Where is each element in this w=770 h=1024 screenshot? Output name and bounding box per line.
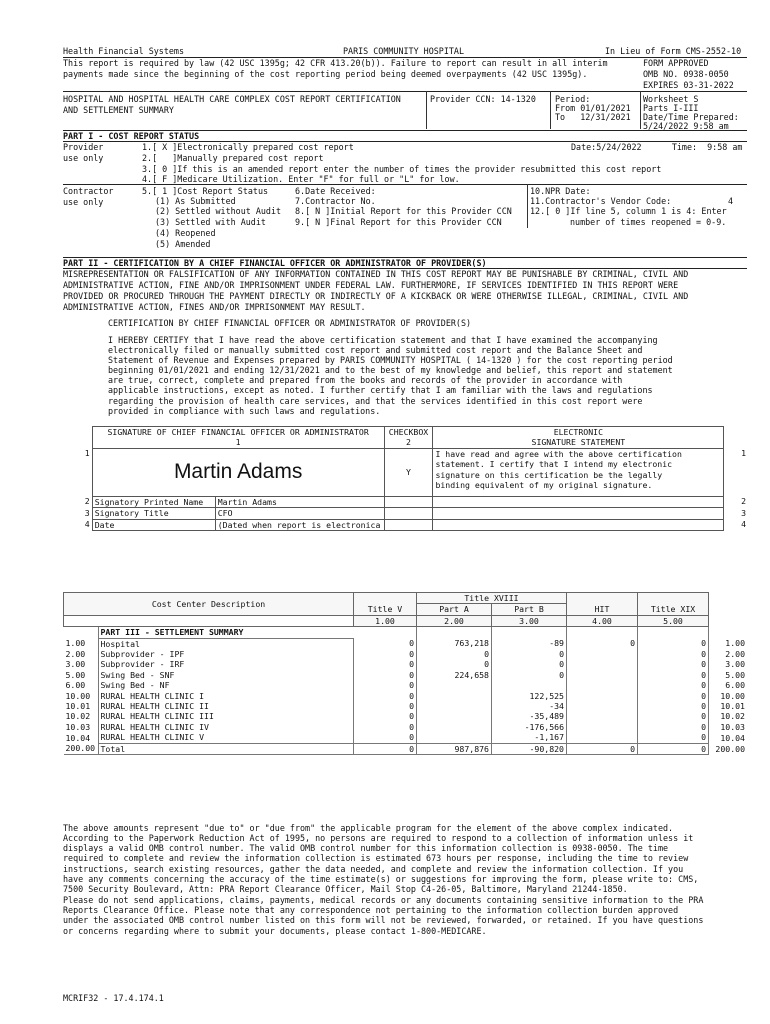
title-v-header: Title V [354,593,417,616]
status-line-4: 4.[ F ]Medicare Utilization. Enter "F" for full or "L" for low. [142,174,460,184]
contractor-use-label-2: use only [63,197,104,207]
certification-line-1: I HEREBY CERTIFY that I have read the above certification statement and that I have examined the accompanying [108,335,658,345]
row-number-right: 3 [741,507,746,518]
row-number: 2 [84,496,90,507]
npr-date: 10.NPR Date: [530,186,591,196]
footer-line-1: The above amounts represent "due to" or "due from" the applicable program for the element of the above complex indicated. [63,823,674,833]
part-b-value: -90,820 [492,743,567,754]
date-received: 6.Date Received: [295,186,376,196]
settlement-row [64,743,748,754]
part-b-value: -89 [492,638,567,649]
footer-line-3: displays a valid OMB control number. The valid OMB control number for this information collection is 0938-0050. The time [63,843,669,853]
line-number-right: 10.01 [720,701,745,712]
footer-line-6: have any comments concerning the accuracy of the time estimate(s) or suggestions for improving the form, please write to: CMS, [63,874,699,884]
vendor-code: 11.Contractor's Vendor Code: [530,196,672,206]
part-a-value [417,680,492,690]
footer-line-10: under the associated OMB control number listed on this form will not be reviewed, forwarded, or retained. If you have questions [63,915,704,925]
part-a-header: Part A [417,604,492,615]
title-v-value: 0 [354,649,417,659]
signatory-name-cell [92,496,384,507]
initial-report: 8.[ N ]Initial Report for this Provider CCN [295,206,512,216]
footer-line-7: 7500 Security Boulevard, Attn: PRA Report Clearance Officer, Mail Stop C4-26-05, Baltimore, Maryland 21244-1850. [63,884,628,894]
row-number: 4 [84,519,90,530]
checkbox-header: CHECKBOX 2 [384,427,433,449]
part1-heading: PART I - COST REPORT STATUS [63,131,200,141]
line-number-right: 2.00 [725,649,745,660]
cost-center-name: Subprovider - IRF [98,659,354,669]
certification-title: CERTIFICATION BY CHIEF FINANCIAL OFFICER OR ADMINISTRATOR OF PROVIDER(S) [108,318,472,328]
signature-table [68,426,748,531]
part-a-value: 987,876 [417,743,492,754]
row-number-right: 2 [741,496,746,507]
form-approved: FORM APPROVED [643,58,709,68]
footer-line-4: required to complete and review the information collection is estimated 673 hours per response, including the time to review [63,853,689,863]
part-a-value: 763,218 [417,638,492,649]
line-number: 10.04 [65,732,91,743]
checkbox-value: Y [384,448,433,496]
part-a-value [417,701,492,711]
footer-line-8: Please do not send applications, claims, payments, medical records or any documents containing sensitive information to the PRA [63,895,704,905]
title-v-value: 0 [354,659,417,669]
part-a-value [417,732,492,743]
part-b-value: -176,566 [492,722,567,732]
line-number-right: 10.00 [720,690,745,701]
footer-line-11: or concerns regarding where to submit your documents, please contact 1-800-MEDICARE. [63,926,487,936]
col-num: 1.00 [354,615,417,626]
prepared-date-time: Date:5/24/2022 Time: 9:58 am [571,142,743,152]
row-number: 1 [84,448,90,459]
line-number: 10.00 [65,690,91,701]
line-number-right: 10.03 [720,721,745,732]
cost-center-name: Hospital [98,638,354,649]
footer-line-9: Reports Clearance Office. Please note that any correspondence not pertaining to the information collection burden approved [63,905,679,915]
certification-line-3: Statement of Revenue and Expenses prepared by PARIS COMMUNITY HOSPITAL ( 14-1320 ) for the cost reporting period [108,355,673,365]
header-left: Health Financial Systems [63,46,185,56]
part-a-value [417,722,492,732]
contractor-rule [63,184,747,185]
cost-center-name: Swing Bed - SNF [98,670,354,680]
title-xix-value: 0 [638,732,709,743]
part3-heading: PART III - SETTLEMENT SUMMARY [98,627,354,638]
line-number-right: 1.00 [725,638,745,649]
part-b-value [492,680,567,690]
period-label: Period: [555,94,591,104]
cost-center-name: RURAL HEALTH CLINIC IV [98,722,354,732]
title-xix-value: 0 [638,680,709,690]
part-b-value: -1,167 [492,732,567,743]
signature-cell [92,448,384,496]
line-number-right: 10.02 [720,711,745,722]
title-xix-value: 0 [638,638,709,649]
line-number: 10.03 [65,721,91,732]
title-v-value: 0 [354,691,417,701]
row-number-right: 4 [741,519,746,530]
line-number: 3.00 [65,659,86,670]
notice-line-2: payments made since the beginning of the cost reporting period being deemed overpayments (42 USC 1395g). [63,69,588,79]
cost-center-name: RURAL HEALTH CLINIC II [98,701,354,711]
certification-line-4: beginning 01/01/2021 and ending 12/31/2021 and to the best of my knowledge and belief, this report and statement [108,365,673,375]
status-option-4: (4) Reopened [155,228,216,238]
part2-heading: PART II - CERTIFICATION BY A CHIEF FINANCIAL OFFICER OR ADMINISTRATOR OF PROVIDER(S) [63,258,487,268]
signature-name: Martin Adams [173,460,303,484]
settlement-row [64,691,748,701]
settlement-row [64,701,748,711]
worksheet-label: Worksheet S [643,94,699,104]
settlement-row [64,732,748,743]
signature-header: SIGNATURE OF CHIEF FINANCIAL OFFICER OR ADMINISTRATOR 1 [92,427,384,449]
provider-use-label-2: use only [63,153,104,163]
title-v-value: 0 [354,711,417,721]
notice-line-1: This report is required by law (42 USC 1395g; 42 CFR 413.20(b)). Failure to report can result in all interim [63,58,608,68]
hit-value [567,691,638,701]
footer-line-2: According to the Paperwork Reduction Act of 1995, no persons are required to respond to a collection of information unless it [63,833,694,843]
part-b-value: 122,525 [492,691,567,701]
certification-line-7: regarding the provision of health care services, and that the services identified in this cost report were [108,396,643,406]
line-number: 5.00 [65,669,86,680]
header-center: PARIS COMMUNITY HOSPITAL [343,46,465,56]
part-b-value: -34 [492,701,567,711]
period-from: From 01/01/2021 [555,103,631,113]
date-cell [92,519,384,530]
electronic-statement: I have read and agree with the above certification statement. I certify that I intend my electronic signature on this certification be the legally binding equivalent of my original signature. [433,448,724,496]
title-xviii-header: Title XVIII [417,593,567,604]
vendor-code-value: 4 [728,196,734,206]
title-xix-value: 0 [638,701,709,711]
settlement-row [64,711,748,721]
title-v-value: 0 [354,680,417,690]
hit-value [567,670,638,680]
title-xix-header: Title XIX [638,593,709,616]
cost-center-name: RURAL HEALTH CLINIC V [98,732,354,743]
status-line-1: 1.[ X ]Electronically prepared cost report [142,142,354,152]
part-b-value: 0 [492,670,567,680]
title-v-value: 0 [354,722,417,732]
status-line-2: 2.[ ]Manually prepared cost report [142,153,324,163]
title-v-value: 0 [354,701,417,711]
hit-value [567,701,638,711]
warning-line-2: ADMINISTRATIVE ACTION, FINE AND/OR IMPRISONMENT UNDER FEDERAL LAW. FURTHERMORE, IF SERVICES IDENTIFIED IN THIS REPORT WERE [63,280,679,290]
settlement-row [64,680,748,690]
signatory-title-label: Signatory Title [93,508,216,518]
title-v-value: 0 [354,732,417,743]
hit-value [567,680,638,690]
title-xix-value: 0 [638,722,709,732]
line-number: 1.00 [65,638,86,649]
contractor-no: 7.Contractor No. [295,196,376,206]
cost-center-header: Cost Center Description [64,593,354,616]
divider [550,91,551,129]
certification-line-8: provided in compliance with such laws and regulations. [108,406,381,416]
settlement-row [64,722,748,732]
cost-center-name: RURAL HEALTH CLINIC I [98,691,354,701]
status-option-5: (5) Amended [155,239,211,249]
report-title-line-2: AND SETTLEMENT SUMMARY [63,105,174,115]
cost-center-name: Subprovider - IPF [98,649,354,659]
prepared-label: Date/Time Prepared: [643,112,739,122]
period-to: To 12/31/2021 [555,112,631,122]
provider-use-label: Provider [63,142,104,152]
settlement-row [64,638,748,649]
part-b-value: 0 [492,659,567,669]
warning-line-3: PROVIDED OR PROCURED THROUGH THE PAYMENT DIRECTLY OR INDIRECTLY OF A KICKBACK OR WERE OTHERWISE ILLEGAL, CRIMINAL, CIVIL AND [63,291,689,301]
col-num: 2.00 [417,615,492,626]
hit-value [567,722,638,732]
certification-line-5: are true, correct, complete and prepared from the books and records of the provider in accordance with [108,375,623,385]
row-number: 3 [84,507,90,518]
date-label: Date [93,520,216,530]
electronic-signature-header: ELECTRONIC SIGNATURE STATEMENT [433,427,724,449]
date-value: (Dated when report is electronica [217,519,381,530]
col-num: 4.00 [567,615,638,626]
part-a-value: 0 [417,659,492,669]
part-a-value [417,711,492,721]
line-number: 200.00 [64,743,99,754]
title-xix-value: 0 [638,711,709,721]
footer-line-5: instructions, search existing resources, gather the data needed, and complete and review the information collection. If you [63,864,684,874]
signatory-name-label: Signatory Printed Name [93,497,216,507]
reopened-count: 12.[ 0 ]If line 5, column 1 is 4: Enter [530,206,727,216]
cost-report-status: 5.[ 1 ]Cost Report Status [142,186,269,196]
hit-value: 0 [567,638,638,649]
warning-line-4: ADMINISTRATIVE ACTION, FINES AND/OR IMPRISONMENT MAY RESULT. [63,302,366,312]
omb-number: OMB NO. 0938-0050 [643,69,729,79]
worksheet-parts: Parts I-III [643,103,699,113]
line-number-right: 3.00 [725,659,745,670]
title-xix-value: 0 [638,670,709,680]
title-xix-value: 0 [638,691,709,701]
hit-value [567,659,638,669]
hit-header: HIT [567,593,638,616]
line-number-right: 10.04 [720,732,745,743]
title-v-value: 0 [354,638,417,649]
status-option-1: (1) As Submitted [155,196,236,206]
signatory-title-value: CFO [217,508,233,519]
certification-line-2: electronically filed or manually submitted cost report and submitted cost report and the Balance Sheet and [108,345,643,355]
status-line-3: 3.[ 0 ]If this is an amended report enter the number of times the provider resubmitted this cost report [142,164,662,174]
part-b-value: -35,489 [492,711,567,721]
row-number-right: 1 [741,448,746,459]
col-num: 3.00 [492,615,567,626]
hit-value: 0 [567,743,638,754]
part-b-header: Part B [492,604,567,615]
cost-center-name: Total [98,743,354,754]
hit-value [567,732,638,743]
final-report: 9.[ N ]Final Report for this Provider CCN [295,217,502,227]
title-v-value: 0 [354,743,417,754]
reopened-count-2: number of times reopened = 0-9. [570,217,727,227]
divider [426,91,427,129]
line-number: 10.01 [65,701,91,712]
line-number: 2.00 [65,649,86,660]
expires-date: EXPIRES 03-31-2022 [643,80,734,90]
title-xix-value: 0 [638,743,709,754]
status-option-3: (3) Settled with Audit [155,217,266,227]
cost-center-name: RURAL HEALTH CLINIC III [98,711,354,721]
title-v-value: 0 [354,670,417,680]
hit-value [567,649,638,659]
title-top-rule [63,91,747,92]
title-xix-value: 0 [638,659,709,669]
warning-line-1: MISREPRESENTATION OR FALSIFICATION OF ANY INFORMATION CONTAINED IN THIS COST REPORT MAY BE PUNISHABLE BY CRIMINAL, CIVIL AND [63,269,689,279]
col-num: 5.00 [638,615,709,626]
divider [640,91,641,129]
line-number-right: 200.00 [715,743,745,754]
line-number-right: 5.00 [725,669,745,680]
signatory-title-cell [92,508,384,519]
line-number-right: 6.00 [725,680,745,691]
settlement-row [64,649,748,659]
divider [527,184,528,228]
report-title-line-1: HOSPITAL AND HOSPITAL HEALTH CARE COMPLEX COST REPORT CERTIFICATION [63,94,401,104]
settlement-table [63,592,747,755]
part-a-value: 224,658 [417,670,492,680]
title-xix-value: 0 [638,649,709,659]
part-a-value [417,691,492,701]
provider-ccn: Provider CCN: 14-1320 [430,94,536,104]
line-number: 6.00 [65,680,86,691]
prepared-datetime: 5/24/2022 9:58 am [643,121,729,131]
form-code: MCRIF32 - 17.4.174.1 [63,993,164,1003]
signatory-name-value: Martin Adams [217,496,277,507]
part-a-value: 0 [417,649,492,659]
hit-value [567,711,638,721]
cost-center-name: Swing Bed - NF [98,680,354,690]
part-b-value: 0 [492,649,567,659]
line-number: 10.02 [65,711,91,722]
contractor-use-label: Contractor [63,186,114,196]
certification-line-6: applicable instructions, except as noted. I further certify that I am familiar with the laws and regulations [108,385,653,395]
header-right: In Lieu of Form CMS-2552-10 [605,46,742,56]
settlement-row [64,659,748,669]
settlement-row [64,670,748,680]
status-option-2: (2) Settled without Audit [155,206,282,216]
